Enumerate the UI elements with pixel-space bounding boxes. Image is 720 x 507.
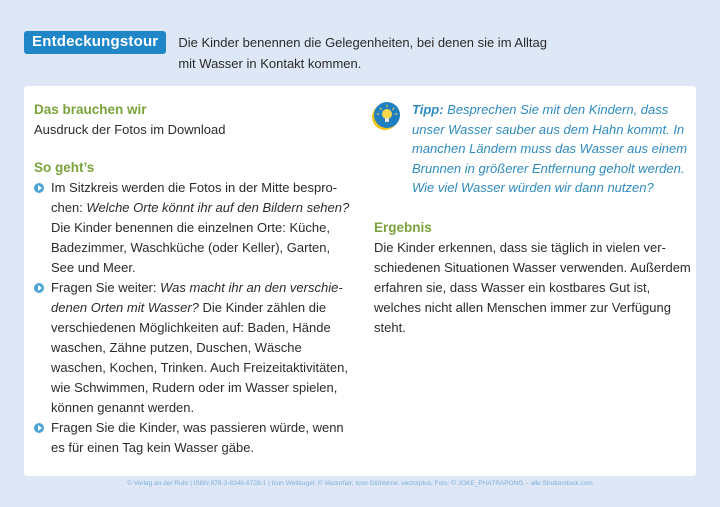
- arrow-bullet-icon: [34, 283, 44, 293]
- result-text: Die Kinder erkennen, dass sie täglich in vielen ver- schiedenen Situationen Wasser verwenden. Außerdem erfahren sie, dass Wasser ein kostbares Gut ist, welches nicht allen Menschen immer zur Verfügung steht.: [374, 239, 691, 335]
- steps-heading: So geht’s: [34, 160, 95, 175]
- materials-text: Ausdruck der Fotos im Download: [34, 122, 226, 137]
- steps-list: [34, 178, 352, 458]
- tip-box: [374, 100, 692, 198]
- activity-header: [24, 31, 704, 74]
- arrow-bullet-icon: [34, 183, 44, 193]
- step-item: Fragen Sie die Kinder, was passieren würde, wenn es für einen Tag kein Wasser gäbe.: [34, 418, 352, 458]
- materials-heading: Das brauchen wir: [34, 102, 147, 117]
- footer-credits: © Verlag an der Ruhr | ISBN 978-3-8346-6728-1 | Icon Weltkugel: © Vectorfair; Icon Glühbirne: vectorplus; Foto: © JOKE_PHATRAPONG – alle Shutterstock.com: [127, 480, 593, 487]
- right-column: [374, 100, 692, 338]
- step-item: Im Sitzkreis werden die Fotos in der Mitte bespro- chen: Welche Orte könnt ihr auf den Bildern sehen? Die Kinder benennen die einzelnen Orte: Küche, Badezimmer, Waschküche (oder Keller), Garten, See und Meer.: [34, 178, 352, 278]
- left-column: [34, 100, 352, 458]
- arrow-bullet-icon: [34, 423, 44, 433]
- tip-text: Besprechen Sie mit den Kindern, dass unser Wasser sauber aus dem Hahn kommt. In manchen Ländern muss das Wasser aus einem Brunnen in größerer Entfernung geholt werden. Wie viel Wasser würden wir dann nutzen?: [412, 102, 688, 195]
- step-item: Fragen Sie weiter: Was macht ihr an den verschie- denen Orten mit Wasser? Die Kinder zählen die verschiedenen Möglichkeiten auf: Baden, Hände waschen, Zähne putzen, Duschen, Wäsche waschen, Kochen, Trinken. Auch Freizeitaktivitäten, wie Schwimmen, Rudern oder im Wasser spielen, können genannt werden.: [34, 278, 352, 418]
- content-card: [24, 86, 696, 476]
- lightbulb-icon: [374, 102, 400, 128]
- tip-label: Tipp:: [412, 102, 444, 117]
- result-heading: Ergebnis: [374, 219, 432, 235]
- activity-intro: Die Kinder benennen die Gelegenheiten, bei denen sie im Alltag mit Wasser in Kontakt kommen.: [178, 35, 547, 71]
- activity-type-badge: Entdeckungstour: [24, 31, 166, 54]
